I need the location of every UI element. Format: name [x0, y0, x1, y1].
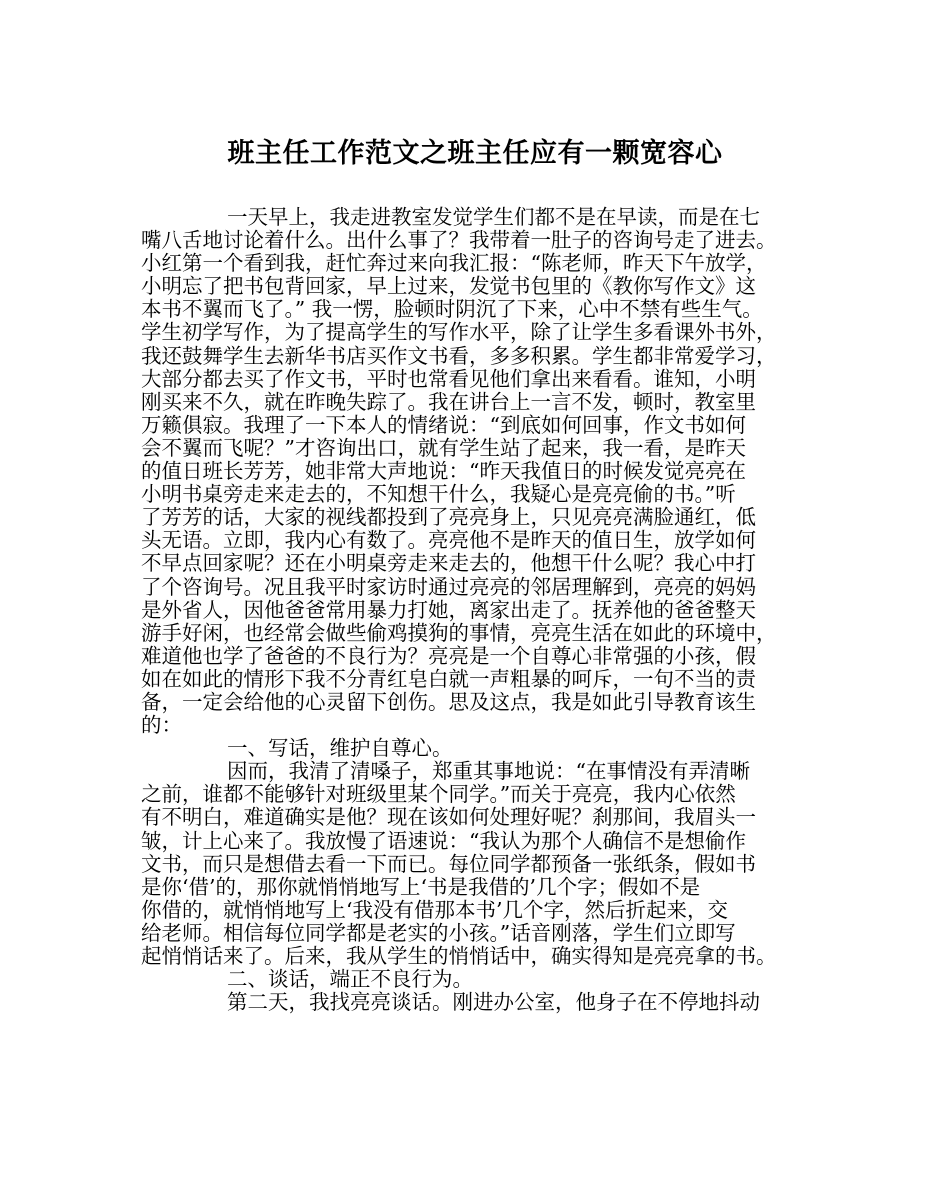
paragraph-line: 万籁俱寂。我理了一下本人的情绪说：“到底如何回事，作文书如何 — [141, 413, 746, 437]
paragraph-line: 不早点回家呢？还在小明桌旁走来走去的，他想干什么呢？我心中打 — [141, 552, 756, 576]
paragraph-line: 一天早上，我走进教室发觉学生们都不是在早读，而是在七 — [227, 206, 760, 229]
paragraph-line: 起悄悄话来了。后来，我从学生的悄悄话中，确实得知是亮亮拿的书。 — [141, 945, 777, 968]
paragraph-line: 小明忘了把书包背回家，早上过来，发觉书包里的《教你写作文》这 — [141, 275, 756, 299]
paragraph-line: 如在如此的情形下我不分青红皂白就一声粗暴的呵斥，一句不当的责 — [141, 667, 756, 691]
paragraph-line: 是外省人，因他爸爸常用暴力打她，离家出走了。抚养他的爸爸整天 — [141, 598, 756, 622]
paragraph-line: 的值日班长芳芳，她非常大声地说：“昨天我值日的时候发觉亮亮在 — [141, 460, 746, 484]
paragraph-line: 文书，而只是想借去看一下而已。每位同学都预备一张纸条，假如书 — [141, 852, 756, 876]
paragraph-line: 第二天，我找亮亮谈话。刚进办公室，他身子在不停地抖动 — [227, 991, 760, 1015]
paragraph-line: 是你‘借’的，那你就悄悄地写上‘书是我借的’几个字；假如不是 — [141, 875, 701, 899]
paragraph-line: 我还鼓舞学生去新华书店买作文书看，多多积累。学生都非常爱学习， — [141, 344, 777, 368]
paragraph-line: 了芳芳的话，大家的视线都投到了亮亮身上，只见亮亮满脸通红，低 — [141, 506, 756, 530]
paragraph-line: 游手好闲，也经常会做些偷鸡摸狗的事情，亮亮生活在如此的环境中， — [141, 621, 777, 645]
paragraph-line: 之前，谁都不能够针对班级里某个同学。”而关于亮亮，我内心依然 — [141, 783, 736, 807]
document-title: 班主任工作范文之班主任应有一颗宽容心 — [227, 138, 723, 169]
paragraph-line: 会不翼而飞呢？”才咨询出口，就有学生站了起来，我一看，是昨天 — [141, 436, 746, 460]
paragraph-line: 难道他也学了爸爸的不良行为？亮亮是一个自尊心非常强的小孩，假 — [141, 644, 756, 668]
paragraph-line: 嘴八舌地讨论着什么。出什么事了？我带着一肚子的咨询号走了进去。 — [141, 229, 777, 253]
document-body — [141, 206, 825, 1014]
paragraph-line: 头无语。立即，我内心有数了。亮亮他不是昨天的值日生，放学如何 — [141, 529, 756, 553]
paragraph-line: 刚买来不久，就在昨晚失踪了。我在讲台上一言不发，顿时，教室里 — [141, 390, 756, 414]
paragraph-line: 皱，计上心来了。我放慢了语速说：“我认为那个人确信不是想偷作 — [141, 829, 746, 853]
paragraph-line: 大部分都去买了作文书，平时也常看见他们拿出来看看。谁知，小明 — [141, 367, 756, 391]
paragraph-line: 学生初学写作，为了提高学生的写作水平，除了让学生多看课外书外， — [141, 321, 777, 345]
paragraph-line: 有不明白，难道确实是他？现在该如何处理好呢？刹那间，我眉头一 — [141, 806, 756, 830]
paragraph-line: 的： — [141, 714, 182, 738]
section-heading: 一、写话，维护自尊心。 — [227, 737, 453, 761]
paragraph-line: 备，一定会给他的心灵留下创伤。思及这点，我是如此引导教育该生 — [141, 690, 756, 714]
paragraph-line: 了个咨询号。况且我平时家访时通过亮亮的邻居理解到，亮亮的妈妈 — [141, 575, 756, 599]
paragraph-line: 因而，我清了清嗓子，郑重其事地说：“在事情没有弄清晰 — [227, 760, 750, 784]
paragraph-line: 本书不翼而飞了。” 我一愣，脸顿时阴沉了下来，心中不禁有些生气。 — [141, 298, 763, 322]
paragraph-line: 你借的，就悄悄地写上‘我没有借那本书’几个字，然后折起来，交 — [141, 898, 729, 922]
paragraph-line: 小明书桌旁走来走去的，不知想干什么，我疑心是亮亮偷的书。”听 — [141, 483, 736, 507]
section-heading: 二、谈话，端正不良行为。 — [227, 968, 473, 992]
paragraph-line: 小红第一个看到我，赶忙奔过来向我汇报：“陈老师，昨天下午放学， — [141, 252, 767, 276]
paragraph-line: 给老师。相信每位同学都是老实的小孩。”话音刚落，学生们立即写 — [141, 921, 736, 945]
